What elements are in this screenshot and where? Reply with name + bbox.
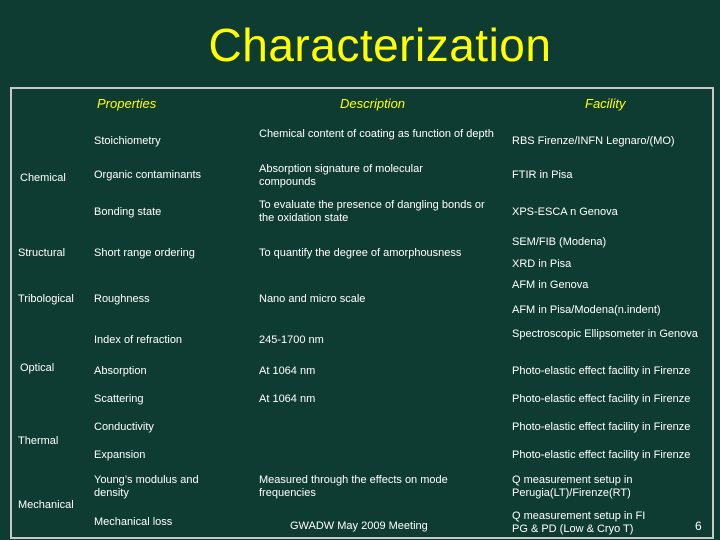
facility-roughness-2: AFM in Pisa/Modena(n.indent) [512, 304, 661, 316]
category-structural: Structural [18, 247, 66, 259]
header-properties: Properties [97, 96, 157, 111]
facility-youngs: Q measurement setup in Perugia(LT)/Firenze(RT) [512, 474, 633, 499]
property-stoichiometry: Stoichiometry [94, 135, 161, 147]
facility-refraction: Spectroscopic Ellipsometer in Genova [512, 328, 698, 340]
property-bonding: Bonding state [94, 206, 162, 218]
facility-conductivity: Photo-elastic effect facility in Firenze [512, 421, 691, 433]
category-mechanical: Mechanical [18, 499, 74, 511]
facility-roughness-1: AFM in Genova [512, 279, 589, 291]
facility-absorption: Photo-elastic effect facility in Firenze [512, 365, 691, 377]
category-chemical: Chemical [20, 172, 66, 184]
description-short-range: To quantify the degree of amorphousness [259, 247, 462, 259]
description-scattering: At 1064 nm [259, 393, 316, 405]
category-thermal: Thermal [18, 435, 59, 447]
slide-title: Characterization [208, 19, 552, 71]
description-refraction: 245-1700 nm [259, 334, 324, 346]
description-stoichiometry: Chemical content of coating as function of depth [259, 128, 494, 140]
header-facility: Facility [585, 96, 626, 111]
footer-meeting: GWADW May 2009 Meeting [290, 520, 428, 532]
facility-bonding: XPS-ESCA n Genova [512, 206, 618, 218]
facility-organic: FTIR in Pisa [512, 169, 573, 181]
page-number: 6 [695, 519, 702, 533]
facility-short-range-2: XRD in Pisa [512, 258, 572, 270]
facility-stoichiometry: RBS Firenze/INFN Legnaro/(MO) [512, 135, 675, 147]
category-tribological: Tribological [18, 293, 74, 305]
facility-mech-loss: Q measurement setup in FI PG & PD (Low & Cryo T) [512, 510, 646, 535]
description-roughness: Nano and micro scale [259, 293, 366, 305]
category-optical: Optical [20, 362, 55, 374]
property-absorption: Absorption [94, 365, 147, 377]
property-scattering: Scattering [94, 393, 144, 405]
property-expansion: Expansion [94, 449, 146, 461]
facility-scattering: Photo-elastic effect facility in Firenze [512, 393, 691, 405]
property-roughness: Roughness [94, 293, 150, 305]
facility-short-range-1: SEM/FIB (Modena) [512, 236, 607, 248]
property-conductivity: Conductivity [94, 421, 154, 433]
property-mech-loss: Mechanical loss [94, 516, 173, 528]
property-youngs: Young’s modulus and density [94, 474, 199, 499]
property-refraction: Index of refraction [94, 334, 183, 346]
description-youngs: Measured through the effects on mode frequencies [259, 474, 448, 499]
description-absorption: At 1064 nm [259, 365, 316, 377]
property-short-range: Short range ordering [94, 247, 195, 259]
header-description: Description [340, 96, 406, 111]
property-organic: Organic contaminants [94, 169, 201, 181]
facility-expansion: Photo-elastic effect facility in Firenze [512, 449, 691, 461]
description-bonding: To evaluate the presence of dangling bonds or the oxidation state [259, 199, 485, 224]
description-organic: Absorption signature of molecular compounds [259, 163, 423, 188]
